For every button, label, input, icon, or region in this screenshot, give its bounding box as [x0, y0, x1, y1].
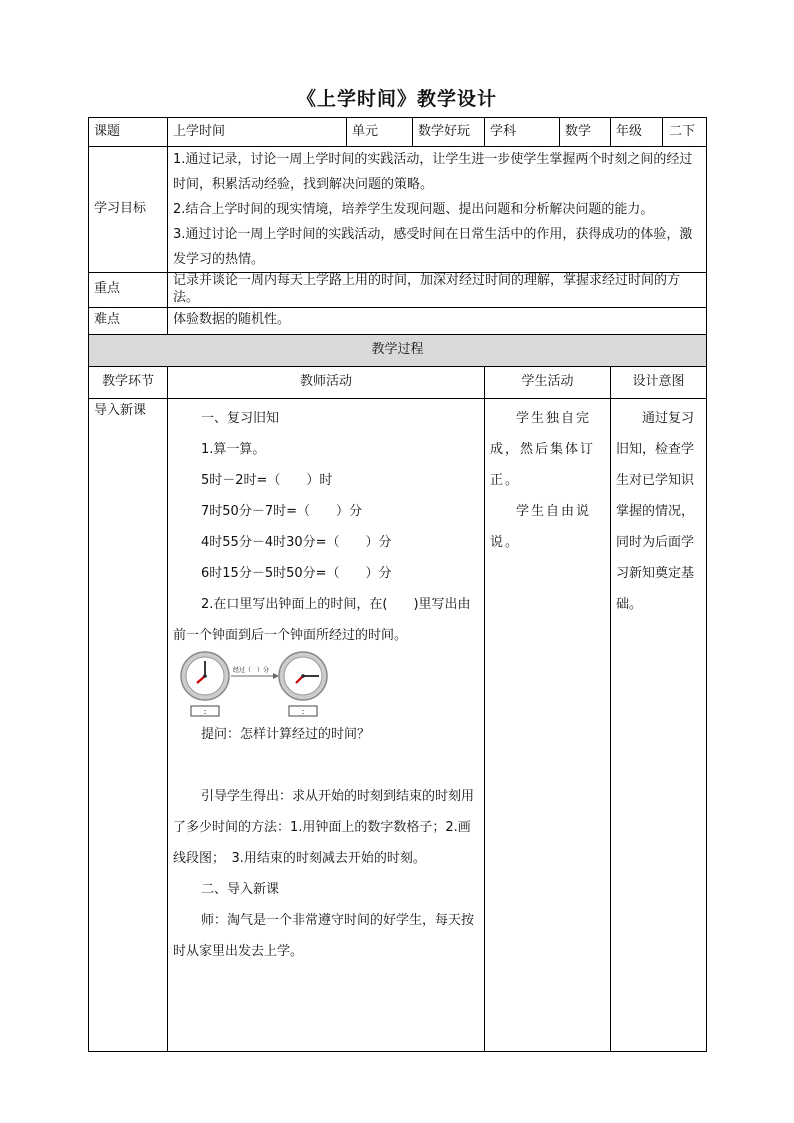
key-point-text: 记录并谈论一周内每天上学路上用的时间，加深对经过时间的理解，掌握求经过时间的方法。 — [168, 273, 707, 308]
grade-label: 年级 — [616, 123, 643, 139]
unit-label: 单元 — [347, 118, 413, 147]
subject-label: 学科 — [485, 118, 560, 147]
info-row — [89, 118, 707, 147]
design-intent — [611, 398, 707, 1051]
teacher-line-2: 1.算一算。 — [201, 441, 266, 457]
clock-illustration — [173, 651, 479, 719]
goal-item-2: 2.结合上学时间的现实情境，培养学生发现问题、提出问题和分析解决问题的能力。 — [173, 202, 654, 217]
col-teacher: 教师活动 — [168, 366, 485, 398]
course-label: 课题 — [89, 118, 168, 147]
student-text-2: 学生自由说说。 — [490, 503, 592, 550]
teacher-line-1: 一、复习旧知 — [201, 410, 280, 426]
grade-cell — [611, 118, 707, 147]
teacher-line-4: 7时50分－7时=（ ）分 — [201, 503, 362, 519]
document-title: 《上学时间》教学设计 — [296, 88, 497, 110]
unit-value: 数学好玩 — [413, 118, 485, 147]
teacher-question: 提问：怎样计算经过的时间？ — [201, 726, 371, 742]
clock-2-icon — [279, 652, 327, 700]
lesson-plan-table — [88, 117, 707, 1052]
goals-content — [168, 147, 707, 273]
difficulty-row — [89, 307, 707, 334]
process-columns-row — [89, 366, 707, 398]
subject-value: 数学 — [560, 118, 611, 147]
teacher-line-7: 2.在口里写出钟面上的时间，在( )里写出由前一个钟面到后一个钟面所经过的时间。 — [173, 596, 471, 643]
col-student: 学生活动 — [485, 366, 611, 398]
key-point-label: 重点 — [89, 273, 168, 308]
process-body-row — [89, 398, 707, 1051]
col-stage: 教学环节 — [89, 366, 168, 398]
clock-2-box: : — [301, 706, 305, 716]
goals-label-text: 学习目标 — [94, 201, 147, 217]
teacher-line-6: 6时15分－5时50分=（ ）分 — [201, 565, 392, 581]
grade-value: 二下 — [669, 123, 696, 139]
difficulty-label: 难点 — [89, 307, 168, 334]
clock-arrow-label: 经过（ ）分 — [233, 666, 270, 674]
teacher-guide: 引导学生得出：求从开始的时刻到结束的时刻用了多少时间的方法：1.用钟面上的数字数格子；2.画线段图； 3.用结束的时刻减去开始的时刻。 — [173, 788, 475, 866]
goals-label — [89, 147, 168, 273]
goals-row — [89, 147, 707, 273]
course-value: 上学时间 — [168, 118, 347, 147]
key-point-row — [89, 273, 707, 308]
difficulty-text: 体验数据的随机性。 — [168, 307, 707, 334]
teacher-line-5: 4时55分－4时30分=（ ）分 — [201, 534, 392, 550]
clock-1-icon — [181, 652, 229, 700]
goal-item-1: 1.通过记录，讨论一周上学时间的实践活动，让学生进一步使学生掌握两个时刻之间的经过时间，积累活动经验，找到解决问题的策略。 — [173, 152, 693, 192]
student-text-1: 学生独自完成，然后集体订正。 — [490, 410, 596, 488]
teacher-section-2: 二、导入新课 — [201, 881, 280, 897]
clocks-svg — [173, 651, 373, 719]
clock-1-box: : — [203, 706, 207, 716]
goal-item-3: 3.通过讨论一周上学时间的实践活动，感受时间在日常生活中的作用，获得成功的体验，激发学习的热情。 — [173, 227, 693, 267]
design-text: 通过复习旧知，检查学生对已学知识掌握的情况，同时为后面学习新知奠定基础。 — [616, 410, 695, 612]
process-header-row — [89, 334, 707, 366]
col-design: 设计意图 — [611, 366, 707, 398]
stage-cell: 导入新课 — [89, 398, 168, 1051]
teacher-activity — [168, 398, 485, 1051]
teacher-line-3: 5时－2时=（ ）时 — [201, 472, 333, 488]
teacher-intro: 师：淘气是一个非常遵守时间的好学生，每天按时从家里出发去上学。 — [173, 912, 475, 959]
student-activity — [485, 398, 611, 1051]
process-header: 教学过程 — [89, 334, 707, 366]
